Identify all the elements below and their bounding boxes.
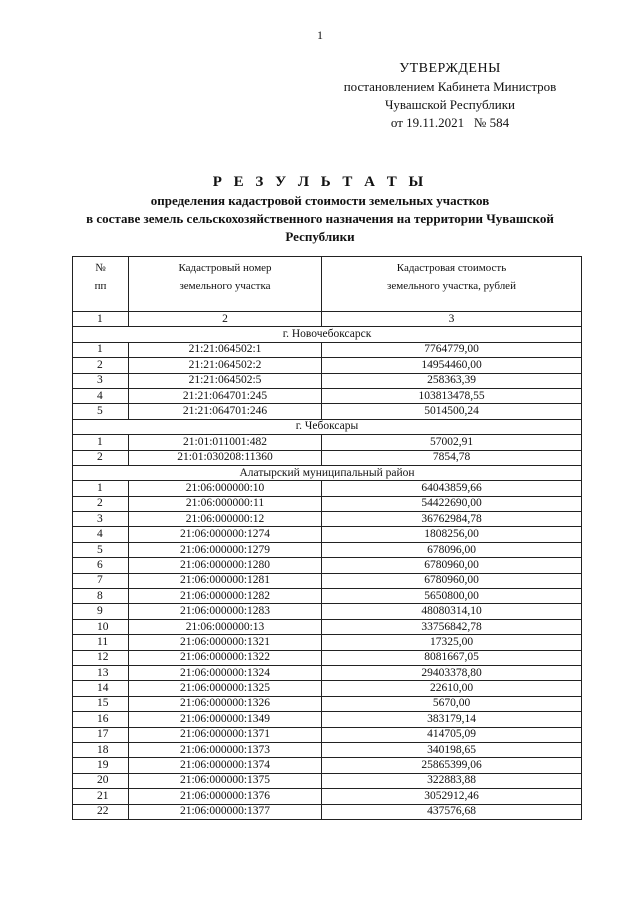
cadastral-cost: 33756842,78 [322, 619, 582, 634]
results-table-body [73, 257, 582, 820]
table-row [73, 558, 582, 573]
heading-line-1: определения кадастровой стоимости земельных участков [150, 193, 490, 208]
table-row [73, 681, 582, 696]
approval-title: УТВЕРЖДЕНЫ [399, 61, 501, 76]
table-row [73, 450, 582, 465]
cadastral-cost: 258363,39 [322, 373, 582, 388]
cadastral-number: 21:06:000000:1374 [129, 758, 322, 773]
row-number: 12 [73, 650, 129, 665]
table-row [73, 635, 582, 650]
approval-block [330, 60, 570, 132]
row-number: 4 [73, 388, 129, 403]
cadastral-cost: 383179,14 [322, 712, 582, 727]
cadastral-cost: 57002,91 [322, 435, 582, 450]
cadastral-cost: 414705,09 [322, 727, 582, 742]
table-row [73, 742, 582, 757]
cadastral-number: 21:06:000000:1326 [129, 696, 322, 711]
table-row [73, 712, 582, 727]
section-title: г. Чебоксары [73, 419, 582, 434]
cadastral-number: 21:06:000000:10 [129, 481, 322, 496]
row-number: 21 [73, 789, 129, 804]
row-number: 8 [73, 589, 129, 604]
cadastral-cost: 678096,00 [322, 542, 582, 557]
cadastral-cost: 14954460,00 [322, 358, 582, 373]
table-row [73, 512, 582, 527]
row-number: 16 [73, 712, 129, 727]
row-number: 22 [73, 804, 129, 819]
cadastral-cost: 48080314,10 [322, 604, 582, 619]
cadastral-cost: 36762984,78 [322, 512, 582, 527]
cadastral-cost: 64043859,66 [322, 481, 582, 496]
cadastral-number: 21:06:000000:1281 [129, 573, 322, 588]
cadastral-number: 21:06:000000:1371 [129, 727, 322, 742]
row-number: 9 [73, 604, 129, 619]
table-row [73, 542, 582, 557]
cadastral-number: 21:06:000000:1325 [129, 681, 322, 696]
row-number: 15 [73, 696, 129, 711]
row-number: 3 [73, 373, 129, 388]
header-cadastral-line-1: Кадастровый номер [178, 262, 272, 274]
table-row [73, 665, 582, 680]
cadastral-number: 21:06:000000:1282 [129, 589, 322, 604]
table-row [73, 373, 582, 388]
table-row [73, 358, 582, 373]
row-number: 2 [73, 358, 129, 373]
cadastral-number: 21:21:064701:245 [129, 388, 322, 403]
cadastral-cost: 437576,68 [322, 804, 582, 819]
table-row [73, 604, 582, 619]
column-number-3: 3 [322, 312, 582, 327]
results-table [72, 256, 582, 820]
cadastral-cost: 103813478,55 [322, 388, 582, 403]
cadastral-number: 21:06:000000:12 [129, 512, 322, 527]
cadastral-cost: 25865399,06 [322, 758, 582, 773]
approval-line-3: от 19.11.2021 № 584 [390, 115, 510, 130]
row-number: 5 [73, 542, 129, 557]
cadastral-number: 21:21:064701:246 [129, 404, 322, 419]
cadastral-number: 21:06:000000:1283 [129, 604, 322, 619]
cadastral-cost: 17325,00 [322, 635, 582, 650]
section-row [73, 465, 582, 480]
approval-line-2: Чувашской Республики [384, 97, 516, 112]
cadastral-cost: 3052912,46 [322, 789, 582, 804]
cadastral-cost: 7854,78 [322, 450, 582, 465]
row-number: 10 [73, 619, 129, 634]
cadastral-number: 21:06:000000:1322 [129, 650, 322, 665]
row-number: 18 [73, 742, 129, 757]
table-row [73, 481, 582, 496]
cadastral-cost: 322883,88 [322, 773, 582, 788]
header-cadastral [129, 257, 322, 312]
row-number: 19 [73, 758, 129, 773]
cadastral-number: 21:06:000000:1321 [129, 635, 322, 650]
table-row [73, 650, 582, 665]
row-number: 3 [73, 512, 129, 527]
row-number: 2 [73, 496, 129, 511]
heading-line-3: Республики [285, 229, 355, 244]
cadastral-number: 21:06:000000:1373 [129, 742, 322, 757]
section-row [73, 419, 582, 434]
approval-line-1: постановлением Кабинета Министров [343, 79, 557, 94]
cadastral-cost: 5014500,24 [322, 404, 582, 419]
table-row [73, 589, 582, 604]
document-heading [60, 172, 580, 246]
table-row [73, 527, 582, 542]
row-number: 20 [73, 773, 129, 788]
table-row [73, 773, 582, 788]
cadastral-number: 21:06:000000:1377 [129, 804, 322, 819]
row-number: 5 [73, 404, 129, 419]
table-row [73, 342, 582, 357]
cadastral-cost: 6780960,00 [322, 558, 582, 573]
table-row [73, 804, 582, 819]
row-number: 1 [73, 435, 129, 450]
header-cost-line-2: земельного участка, рублей [387, 280, 516, 292]
cadastral-number: 21:01:030208:11360 [129, 450, 322, 465]
cadastral-cost: 54422690,00 [322, 496, 582, 511]
cadastral-number: 21:21:064502:1 [129, 342, 322, 357]
heading-title: Р Е З У Л Ь Т А Т Ы [212, 174, 428, 190]
cadastral-number: 21:06:000000:13 [129, 619, 322, 634]
table-row [73, 727, 582, 742]
cadastral-cost: 29403378,80 [322, 665, 582, 680]
row-number: 2 [73, 450, 129, 465]
heading-line-2: в составе земель сельскохозяйственного назначения на территории Чувашской [86, 211, 554, 226]
cadastral-cost: 1808256,00 [322, 527, 582, 542]
cadastral-number: 21:06:000000:1376 [129, 789, 322, 804]
cadastral-number: 21:06:000000:1324 [129, 665, 322, 680]
cadastral-cost: 7764779,00 [322, 342, 582, 357]
header-number [73, 257, 129, 312]
table-row [73, 758, 582, 773]
table-row [73, 404, 582, 419]
row-number: 17 [73, 727, 129, 742]
header-cost-line-1: Кадастровая стоимость [396, 262, 507, 274]
row-number: 4 [73, 527, 129, 542]
row-number: 13 [73, 665, 129, 680]
cadastral-number: 21:06:000000:1274 [129, 527, 322, 542]
cadastral-number: 21:06:000000:1349 [129, 712, 322, 727]
table-header-row [73, 257, 582, 312]
header-cost [322, 257, 582, 312]
cadastral-number: 21:01:011001:482 [129, 435, 322, 450]
section-row [73, 327, 582, 342]
column-numbering-row [73, 312, 582, 327]
cadastral-number: 21:21:064502:5 [129, 373, 322, 388]
table-row [73, 696, 582, 711]
cadastral-number: 21:06:000000:1375 [129, 773, 322, 788]
table-row [73, 388, 582, 403]
row-number: 1 [73, 481, 129, 496]
section-title: Алатырский муниципальный район [73, 465, 582, 480]
table-row [73, 435, 582, 450]
cadastral-number: 21:06:000000:11 [129, 496, 322, 511]
row-number: 11 [73, 635, 129, 650]
header-number-line-1: № [95, 262, 106, 274]
cadastral-cost: 340198,65 [322, 742, 582, 757]
cadastral-number: 21:06:000000:1279 [129, 542, 322, 557]
section-title: г. Новочебоксарск [73, 327, 582, 342]
cadastral-cost: 6780960,00 [322, 573, 582, 588]
column-number-2: 2 [129, 312, 322, 327]
cadastral-cost: 22610,00 [322, 681, 582, 696]
table-row [73, 789, 582, 804]
column-number-1: 1 [73, 312, 129, 327]
table-row [73, 496, 582, 511]
row-number: 6 [73, 558, 129, 573]
header-number-line-2: пп [94, 280, 107, 292]
row-number: 7 [73, 573, 129, 588]
header-cadastral-line-2: земельного участка [179, 280, 271, 292]
row-number: 14 [73, 681, 129, 696]
page-number: 1 [317, 28, 323, 42]
cadastral-cost: 5650800,00 [322, 589, 582, 604]
table-row [73, 619, 582, 634]
row-number: 1 [73, 342, 129, 357]
cadastral-number: 21:21:064502:2 [129, 358, 322, 373]
cadastral-cost: 8081667,05 [322, 650, 582, 665]
table-row [73, 573, 582, 588]
cadastral-cost: 5670,00 [322, 696, 582, 711]
cadastral-number: 21:06:000000:1280 [129, 558, 322, 573]
